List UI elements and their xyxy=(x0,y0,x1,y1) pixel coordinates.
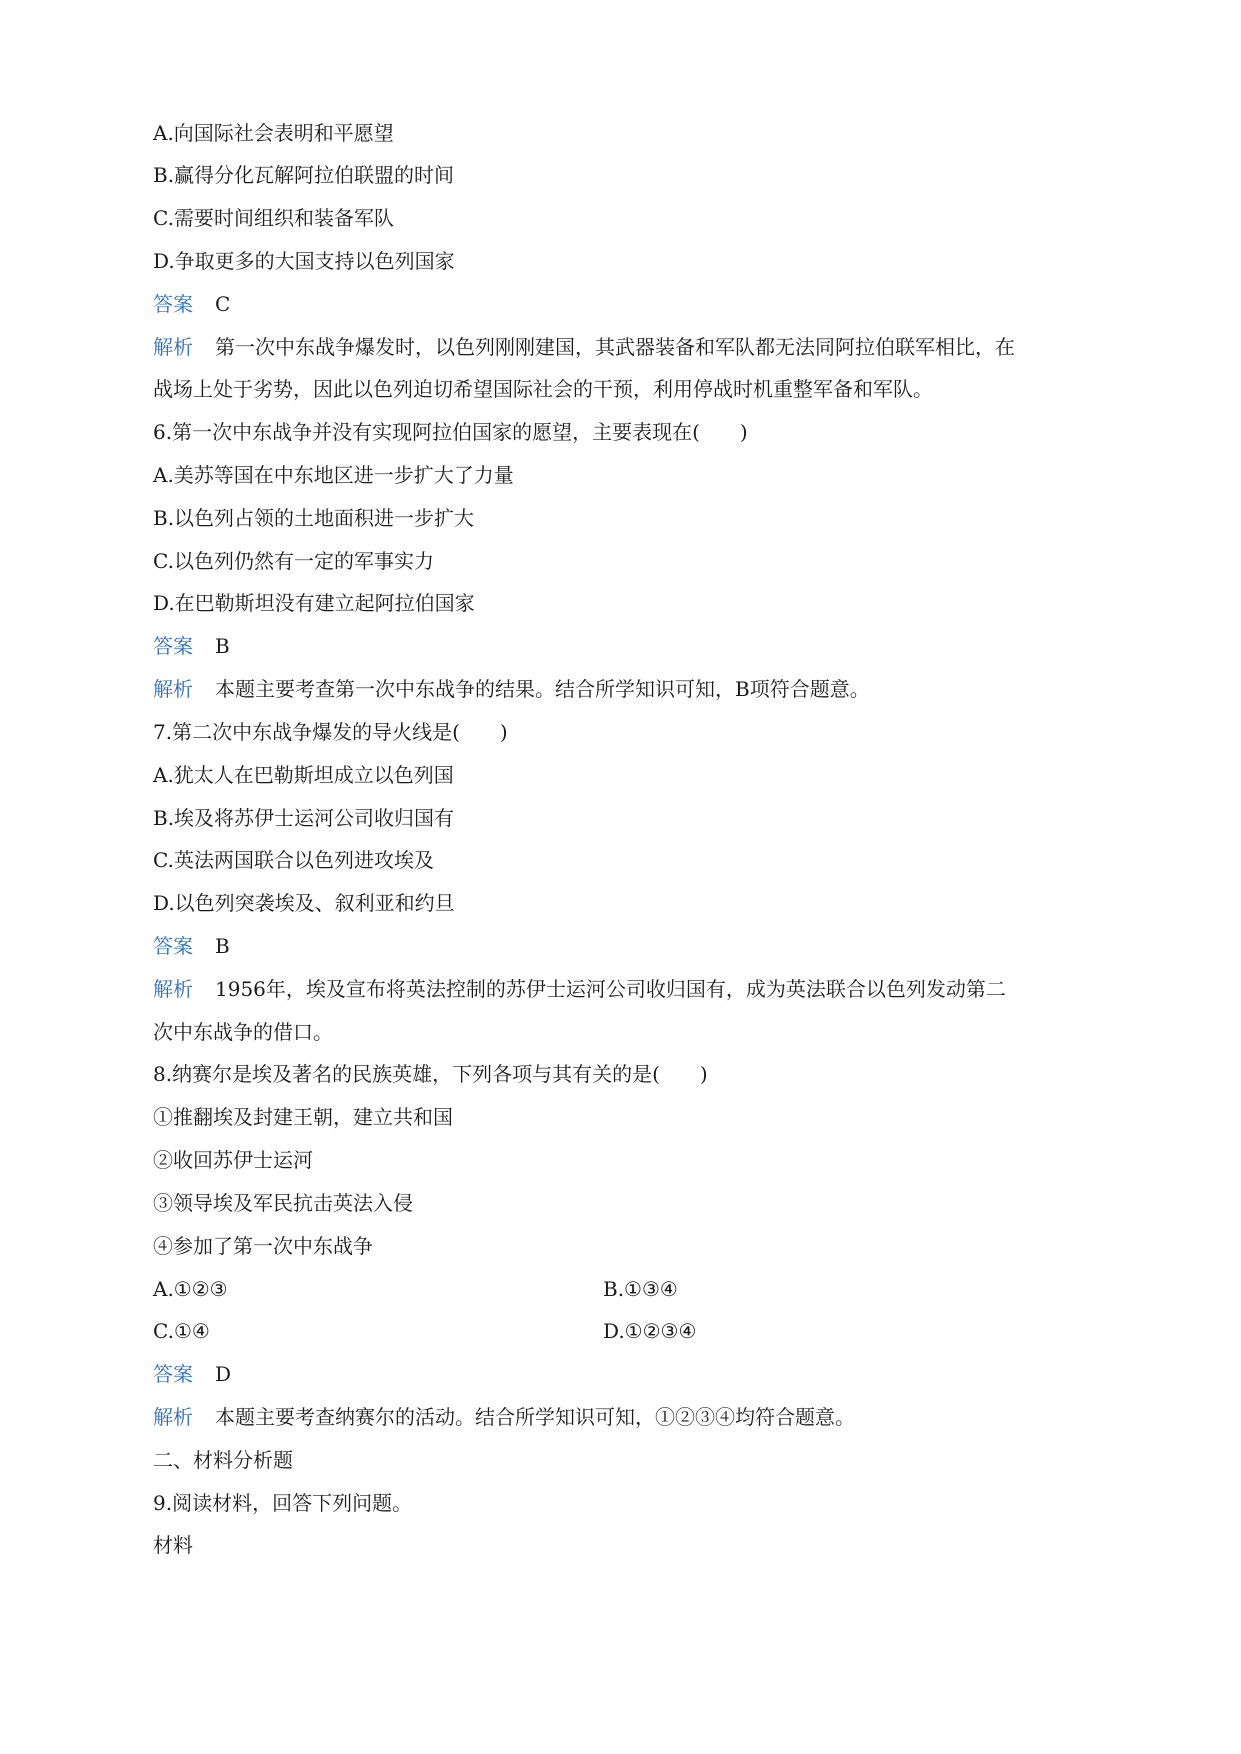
answer-value: D xyxy=(215,1362,232,1386)
q8-item-2: ②收回苏伊士运河 xyxy=(153,1148,313,1172)
analysis-label: 解析 xyxy=(153,677,193,701)
answer-label: 答案 xyxy=(153,634,193,658)
q6-option-b: B.以色列占领的土地面积进一步扩大 xyxy=(153,506,475,530)
answer-value: B xyxy=(215,634,230,658)
answer-label: 答案 xyxy=(153,934,193,958)
q5-analysis xyxy=(153,334,1015,360)
q8-item-4: ④参加了第一次中东战争 xyxy=(153,1234,373,1258)
analysis-label: 解析 xyxy=(153,977,193,1001)
analysis-text: 第一次中东战争爆发时，以色列刚刚建国，其武器装备和军队都无法同阿拉伯联军相比，在 xyxy=(215,335,1015,359)
q7-option-a: A.犹太人在巴勒斯坦成立以色列国 xyxy=(153,763,454,787)
analysis-text: 1956年，埃及宣布将英法控制的苏伊士运河公司收归国有，成为英法联合以色列发动第二 xyxy=(215,977,1006,1001)
q9-material-label: 材料 xyxy=(153,1533,193,1557)
q5-option-b: B.赢得分化瓦解阿拉伯联盟的时间 xyxy=(153,163,455,187)
q6-option-a: A.美苏等国在中东地区进一步扩大了力量 xyxy=(153,463,514,487)
q6-option-c: C.以色列仍然有一定的军事实力 xyxy=(153,549,434,573)
analysis-text: 本题主要考查第一次中东战争的结果。结合所学知识可知，B项符合题意。 xyxy=(215,677,870,701)
q9-stem: 9.阅读材料，回答下列问题。 xyxy=(153,1491,413,1515)
q5-answer xyxy=(153,291,230,317)
q6-answer xyxy=(153,633,230,659)
q8-option-d: D.①②③④ xyxy=(603,1319,697,1343)
q6-option-d: D.在巴勒斯坦没有建立起阿拉伯国家 xyxy=(153,591,475,615)
q8-item-3: ③领导埃及军民抗击英法入侵 xyxy=(153,1191,413,1215)
analysis-label: 解析 xyxy=(153,335,193,359)
q8-item-1: ①推翻埃及封建王朝，建立共和国 xyxy=(153,1105,453,1129)
q8-answer xyxy=(153,1361,231,1387)
section-heading: 二、材料分析题 xyxy=(153,1448,293,1472)
q5-option-c: C.需要时间组织和装备军队 xyxy=(153,206,394,230)
answer-value: C xyxy=(215,292,231,316)
answer-label: 答案 xyxy=(153,1362,193,1386)
q7-option-d: D.以色列突袭埃及、叙利亚和约旦 xyxy=(153,891,455,915)
q8-analysis xyxy=(153,1404,855,1430)
q7-answer xyxy=(153,933,230,959)
q7-option-b: B.埃及将苏伊士运河公司收归国有 xyxy=(153,806,455,830)
q8-option-c: C.①④ xyxy=(153,1319,210,1343)
q6-analysis xyxy=(153,676,870,702)
q5-analysis-cont: 战场上处于劣势，因此以色列迫切希望国际社会的干预，利用停战时机重整军备和军队。 xyxy=(153,377,933,401)
q7-analysis-cont: 次中东战争的借口。 xyxy=(153,1020,333,1044)
answer-label: 答案 xyxy=(153,292,193,316)
q7-analysis xyxy=(153,976,1006,1002)
q8-option-a: A.①②③ xyxy=(153,1277,228,1301)
q5-option-d: D.争取更多的大国支持以色列国家 xyxy=(153,249,455,273)
q7-option-c: C.英法两国联合以色列进攻埃及 xyxy=(153,848,434,872)
q7-stem: 7.第二次中东战争爆发的导火线是( ) xyxy=(153,720,508,744)
analysis-text: 本题主要考查纳赛尔的活动。结合所学知识可知，①②③④均符合题意。 xyxy=(215,1405,855,1429)
q8-stem: 8.纳赛尔是埃及著名的民族英雄，下列各项与其有关的是( ) xyxy=(153,1062,708,1086)
q8-option-b: B.①③④ xyxy=(603,1277,678,1301)
answer-value: B xyxy=(215,934,230,958)
q5-option-a: A.向国际社会表明和平愿望 xyxy=(153,121,394,145)
q6-stem: 6.第一次中东战争并没有实现阿拉伯国家的愿望，主要表现在( ) xyxy=(153,420,748,444)
analysis-label: 解析 xyxy=(153,1405,193,1429)
